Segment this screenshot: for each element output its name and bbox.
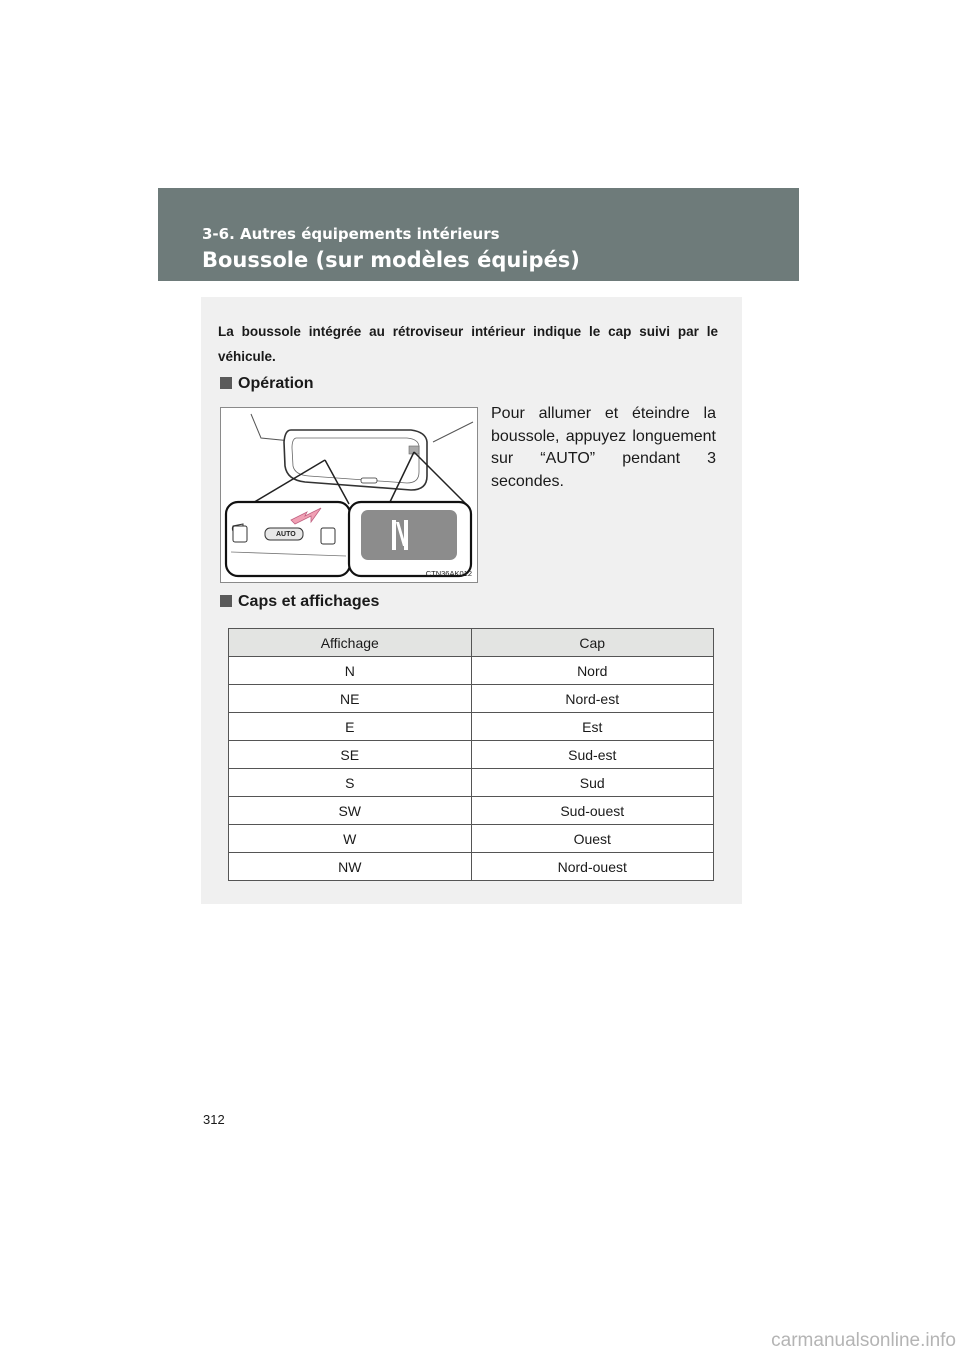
page-number: 312 [203,1112,225,1127]
table-header-row [229,629,714,657]
table-row [229,853,714,881]
auto-button-label: AUTO [276,531,296,538]
display-cell: S [229,769,472,797]
caps-table [228,628,714,881]
display-cell: NW [229,853,472,881]
display-cell: W [229,825,472,853]
content-panel [201,297,742,904]
mirror-drawing [221,408,477,582]
page-title: Boussole (sur modèles équipés) [202,248,580,272]
header-band [158,188,799,281]
heading-cell: Nord-est [471,685,714,713]
operation-heading [220,375,314,393]
heading-cell: Nord [471,657,714,685]
table-row [229,797,714,825]
table-row [229,657,714,685]
watermark: carmanualsonline.info [771,1330,956,1351]
column-header-cap: Cap [471,629,714,657]
figure-code: CTN36AK012 [425,569,472,578]
intro-text: La boussole intégrée au rétroviseur intérieur indique le cap suivi par le véhicule. [218,324,718,364]
table-row [229,769,714,797]
table-row [229,685,714,713]
square-bullet-icon [220,595,232,607]
table-row [229,741,714,769]
operation-text: Pour allumer et éteindre la boussole, appuyez longuement sur “AUTO” pendant 3 secondes. [491,405,716,490]
square-bullet-icon [220,377,232,389]
display-cell: SW [229,797,472,825]
mirror-illustration [220,407,478,583]
heading-cell: Sud [471,769,714,797]
display-cell: SE [229,741,472,769]
display-cell: E [229,713,472,741]
caps-heading-label: Caps et affichages [238,593,380,610]
heading-cell: Sud-ouest [471,797,714,825]
heading-cell: Nord-ouest [471,853,714,881]
heading-cell: Sud-est [471,741,714,769]
display-cell: NE [229,685,472,713]
heading-cell: Ouest [471,825,714,853]
operation-heading-label: Opération [238,375,314,392]
heading-cell: Est [471,713,714,741]
section-label: 3-6. Autres équipements intérieurs [202,225,500,243]
column-header-affichage: Affichage [229,629,472,657]
table-row [229,825,714,853]
table-row [229,713,714,741]
display-cell: N [229,657,472,685]
caps-heading [220,593,379,611]
